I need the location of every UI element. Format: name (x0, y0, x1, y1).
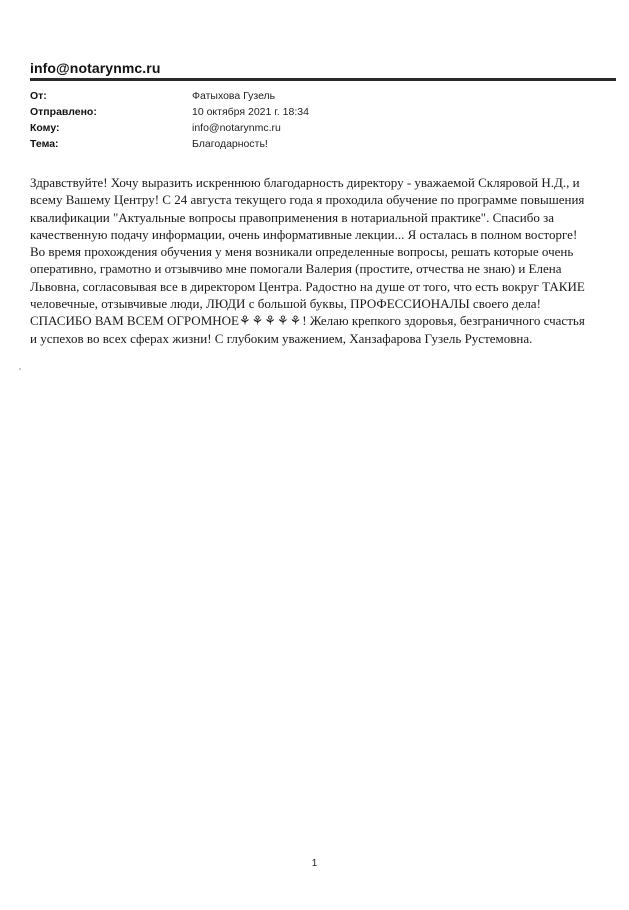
subject-value: Благодарность! (192, 138, 268, 150)
subject-label: Тема: (30, 138, 59, 150)
to-label: Кому: (30, 122, 60, 134)
account-email-title: info@notarynmc.ru (30, 60, 161, 76)
from-value: Фатыхова Гузель (192, 90, 276, 102)
sent-row (30, 105, 590, 119)
from-label: От: (30, 90, 47, 102)
header-divider (30, 78, 616, 81)
sent-label: Отправлено: (30, 106, 97, 118)
from-row (30, 89, 590, 103)
message-text-part-2: ! Желаю крепкого здоровья, безграничного счастья и успехов во всех сферах жизни! С глубоким уважением, Ханзафарова Гузель Рустемовна. (30, 313, 585, 346)
message-text-part-1: Здравствуйте! Хочу выразить искреннюю благодарность директору - уважаемой Скляровой Н.Д., и всему Вашему Центру! С 24 августа текущего года я проходила обучение по программе повышения квалификации "Актуальные вопросы правоприменения в нотариальной практике". Спасибо за качественную подачу информации, очень информативные лекции... Я осталась в полном восторге! Во время прохождения обучения у меня возникали определенные вопросы, решать которые очень оперативно, грамотно и отзывчиво мне помогали Валерия (простите, отчества не знаю) и Елена Львовна, согласовывая все в директором Центра. Радостно на душе от того, что есть вокруг ТАКИЕ человечные, отзывчивые люди, ЛЮДИ с большой буквы, ПРОФЕССИОНАЛЫ своего дела! СПАСИБО ВАМ ВСЕМ ОГРОМНОЕ (30, 175, 585, 329)
scan-speck (19, 368, 21, 370)
to-row (30, 121, 590, 135)
to-value: info@notarynmc.ru (192, 122, 281, 134)
message-body (30, 174, 590, 347)
sent-value: 10 октября 2021 г. 18:34 (192, 106, 309, 118)
page-number: 1 (311, 858, 318, 869)
flower-icons: ⚘⚘⚘⚘⚘ (238, 313, 303, 329)
subject-row (30, 137, 590, 151)
